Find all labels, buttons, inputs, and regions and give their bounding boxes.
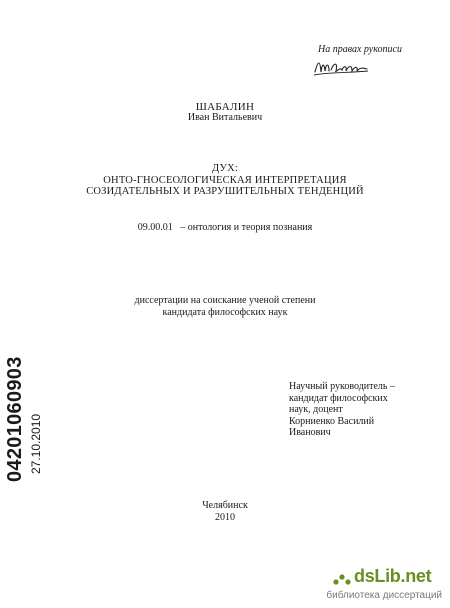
library-stamp <box>2 356 44 482</box>
dissertation-title <box>0 163 450 198</box>
year: 2010 <box>215 512 235 523</box>
advisor-line-4: Корниенко Василий <box>289 415 375 427</box>
advisor-line-1: Научный руководитель – <box>289 381 395 392</box>
title-line-1: ДУХ: <box>211 163 239 174</box>
degree-line-1: диссертации на соискание ученой степени <box>134 295 316 306</box>
scientific-advisor <box>289 381 395 439</box>
degree-line-2: кандидата философских наук <box>162 307 288 318</box>
title-line-3: СОЗИДАТЕЛЬНЫХ И РАЗРУШИТЕЛЬНЫХ ТЕНДЕНЦИЙ <box>86 186 364 197</box>
stamp-code: 04201060903 <box>4 356 26 482</box>
watermark-subtitle: библиотека диссертаций <box>326 590 442 601</box>
stamp-date: 27.10.2010 <box>29 413 43 474</box>
degree-statement <box>0 295 450 319</box>
author-surname: ШАБАЛИН <box>195 101 255 113</box>
signature-image <box>312 56 370 78</box>
advisor-line-2: кандидат философских <box>289 392 388 404</box>
book-stack-icon <box>332 569 352 587</box>
city: Челябинск <box>202 500 248 511</box>
specialty-code: 09.00.01 – онтология и теория познания <box>137 222 313 233</box>
rights-notice: На правах рукописи <box>318 44 402 55</box>
advisor-line-5: Иванович <box>289 427 331 438</box>
site-watermark[interactable] <box>326 566 446 606</box>
author-name: Иван Витальевич <box>187 112 263 123</box>
watermark-brand: dsLib.net <box>354 566 432 586</box>
title-line-2: ОНТО-ГНОСЕОЛОГИЧЕСКАЯ ИНТЕРПРЕТАЦИЯ <box>103 174 347 186</box>
advisor-line-3: наук, доцент <box>289 404 343 415</box>
